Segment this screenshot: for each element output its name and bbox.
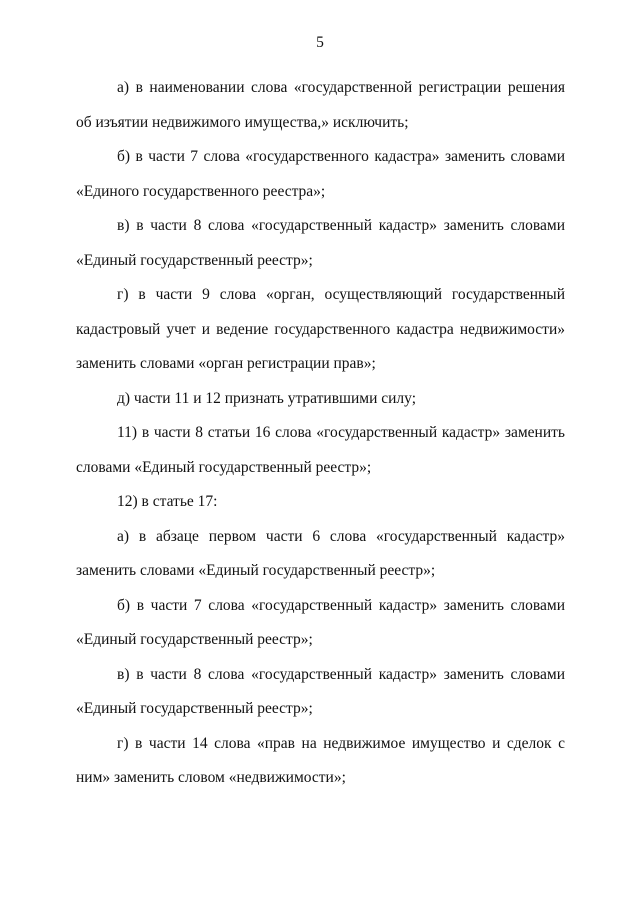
paragraph-item-11: 11) в части 8 статьи 16 слова «государственный кадастр» заменить словами «Единый государственный реестр»; bbox=[76, 424, 565, 476]
paragraph-g-part-14: г) в части 14 слова «прав на недвижимое имущество и сделок с ним» заменить словом «недвижимости»; bbox=[76, 734, 565, 786]
paragraph-b-part-7-article-17: б) в части 7 слова «государственный кадастр» заменить словами «Единый государственный реестр»; bbox=[76, 596, 565, 648]
paragraph-b-part-7: б) в части 7 слова «государственного кадастра» заменить словами «Единого государственного реестра»; bbox=[76, 148, 565, 200]
paragraph-v-part-8-article-17: в) в части 8 слова «государственный кадастр» заменить словами «Единый государственный реестр»; bbox=[76, 665, 565, 717]
paragraph-item-12: 12) в статье 17: bbox=[117, 493, 218, 510]
document-body bbox=[76, 71, 565, 796]
page-number: 5 bbox=[316, 34, 324, 51]
paragraph-a-part-6: а) в абзаце первом части 6 слова «государственный кадастр» заменить словами «Единый государственный реестр»; bbox=[76, 527, 565, 579]
paragraph-d-parts-11-12: д) части 11 и 12 признать утратившими силу; bbox=[117, 389, 417, 407]
paragraph-v-part-8: в) в части 8 слова «государственный кадастр» заменить словами «Единый государственный реестр»; bbox=[76, 217, 565, 269]
paragraph-a-naming: а) в наименовании слова «государственной регистрации решения об изъятии недвижимого имущества,» исключить; bbox=[76, 79, 565, 131]
paragraph-g-part-9: г) в части 9 слова «орган, осуществляющий государственный кадастровый учет и ведение государственного кадастра недвижимости» заменить словами «орган регистрации прав»; bbox=[76, 286, 565, 372]
